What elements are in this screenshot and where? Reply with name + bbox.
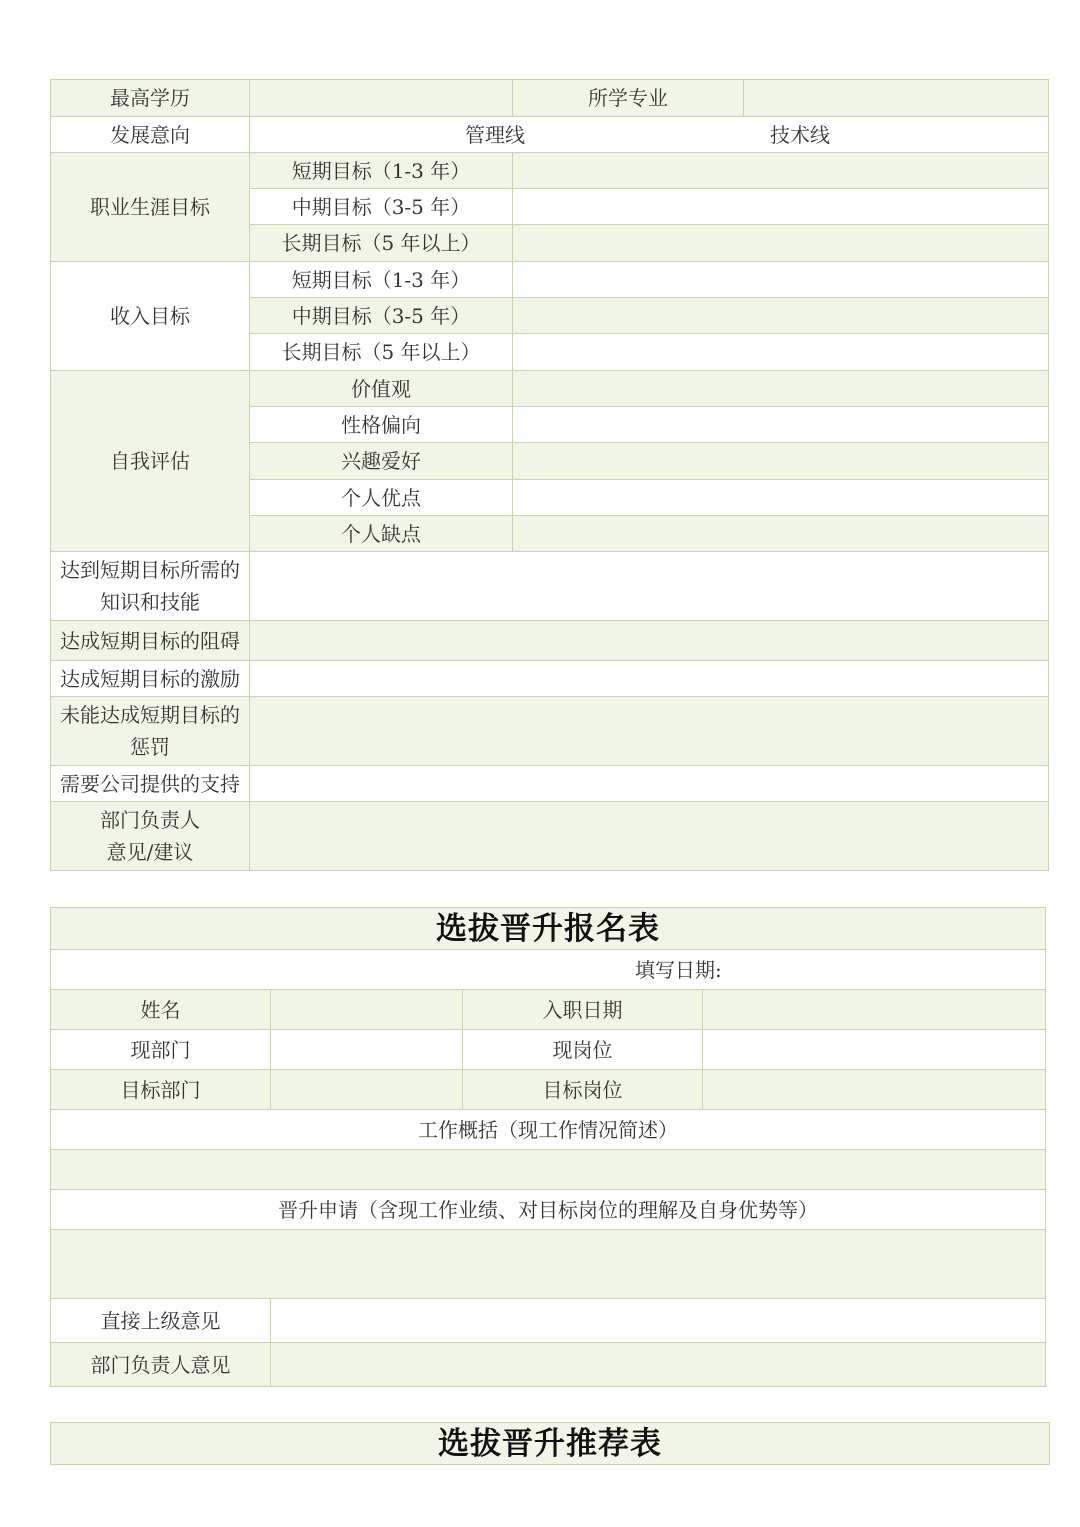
support-label: 需要公司提供的支持: [51, 766, 250, 802]
current-dept-field[interactable]: [271, 1030, 463, 1070]
promotion-request-field[interactable]: [51, 1230, 1046, 1299]
major-label: 所学专业: [513, 80, 744, 117]
penalty-field[interactable]: [250, 697, 1049, 766]
direction-technical-option[interactable]: 技术线: [770, 122, 830, 147]
current-post-label: 现岗位: [463, 1030, 703, 1070]
income-long-term-label: 长期目标（5 年以上）: [250, 334, 513, 371]
direction-management-option[interactable]: 管理线: [465, 122, 525, 147]
values-label: 价值观: [250, 371, 513, 407]
application-form-title: 选拔晋升报名表: [51, 908, 1046, 950]
career-long-term-field[interactable]: [513, 225, 1049, 262]
promotion-recommendation-table: [50, 1422, 1050, 1465]
incentives-field[interactable]: [250, 661, 1049, 697]
career-mid-term-label: 中期目标（3-5 年）: [250, 189, 513, 225]
career-goal-label: 职业生涯目标: [51, 153, 250, 262]
obstacles-label: 达成短期目标的阻碍: [51, 621, 250, 661]
hire-date-field[interactable]: [703, 990, 1046, 1030]
dept-head-opinion-field[interactable]: [271, 1343, 1046, 1387]
education-field[interactable]: [250, 80, 513, 117]
supervisor-opinion-label: 直接上级意见: [51, 1299, 271, 1343]
target-dept-label: 目标部门: [51, 1070, 271, 1110]
name-field[interactable]: [271, 990, 463, 1030]
support-field[interactable]: [250, 766, 1049, 802]
dept-head-opinion-label: 部门负责人意见: [51, 1343, 271, 1387]
incentives-label: 达成短期目标的激励: [51, 661, 250, 697]
skills-needed-label: 达到短期目标所需的 知识和技能: [51, 552, 250, 621]
dept-head-advice-field[interactable]: [250, 802, 1049, 871]
promotion-application-table: [50, 907, 1046, 1387]
promotion-request-label: 晋升申请（含现工作业绩、对目标岗位的理解及自身优势等）: [51, 1190, 1046, 1230]
current-dept-label: 现部门: [51, 1030, 271, 1070]
career-long-term-label: 长期目标（5 年以上）: [250, 225, 513, 262]
obstacles-field[interactable]: [250, 621, 1049, 661]
personality-label: 性格偏向: [250, 407, 513, 443]
current-post-field[interactable]: [703, 1030, 1046, 1070]
strengths-label: 个人优点: [250, 480, 513, 516]
income-long-term-field[interactable]: [513, 334, 1049, 371]
hire-date-label: 入职日期: [463, 990, 703, 1030]
career-short-term-label: 短期目标（1-3 年）: [250, 153, 513, 189]
income-mid-term-field[interactable]: [513, 298, 1049, 334]
income-goal-label: 收入目标: [51, 262, 250, 371]
target-post-field[interactable]: [703, 1070, 1046, 1110]
weaknesses-field[interactable]: [513, 516, 1049, 552]
values-field[interactable]: [513, 371, 1049, 407]
income-short-term-field[interactable]: [513, 262, 1049, 298]
supervisor-opinion-field[interactable]: [271, 1299, 1046, 1343]
dept-head-advice-label: 部门负责人 意见/建议: [51, 802, 250, 871]
work-summary-label: 工作概括（现工作情况简述）: [51, 1110, 1046, 1150]
target-post-label: 目标岗位: [463, 1070, 703, 1110]
fill-date-label: 填写日期:: [635, 957, 722, 982]
skills-needed-field[interactable]: [250, 552, 1049, 621]
career-short-term-field[interactable]: [513, 153, 1049, 189]
weaknesses-label: 个人缺点: [250, 516, 513, 552]
target-dept-field[interactable]: [271, 1070, 463, 1110]
fill-date-field[interactable]: [51, 950, 1046, 990]
strengths-field[interactable]: [513, 480, 1049, 516]
penalty-label: 未能达成短期目标的 惩罚: [51, 697, 250, 766]
major-field[interactable]: [744, 80, 1049, 117]
direction-options: [250, 117, 1049, 153]
career-plan-table: [50, 79, 1049, 871]
recommendation-form-title: 选拔晋升推荐表: [51, 1423, 1050, 1465]
career-mid-term-field[interactable]: [513, 189, 1049, 225]
income-mid-term-label: 中期目标（3-5 年）: [250, 298, 513, 334]
direction-label: 发展意向: [51, 117, 250, 153]
work-summary-field[interactable]: [51, 1150, 1046, 1190]
education-label: 最高学历: [51, 80, 250, 117]
interests-label: 兴趣爱好: [250, 443, 513, 480]
name-label: 姓名: [51, 990, 271, 1030]
interests-field[interactable]: [513, 443, 1049, 480]
income-short-term-label: 短期目标（1-3 年）: [250, 262, 513, 298]
personality-field[interactable]: [513, 407, 1049, 443]
self-eval-label: 自我评估: [51, 371, 250, 552]
